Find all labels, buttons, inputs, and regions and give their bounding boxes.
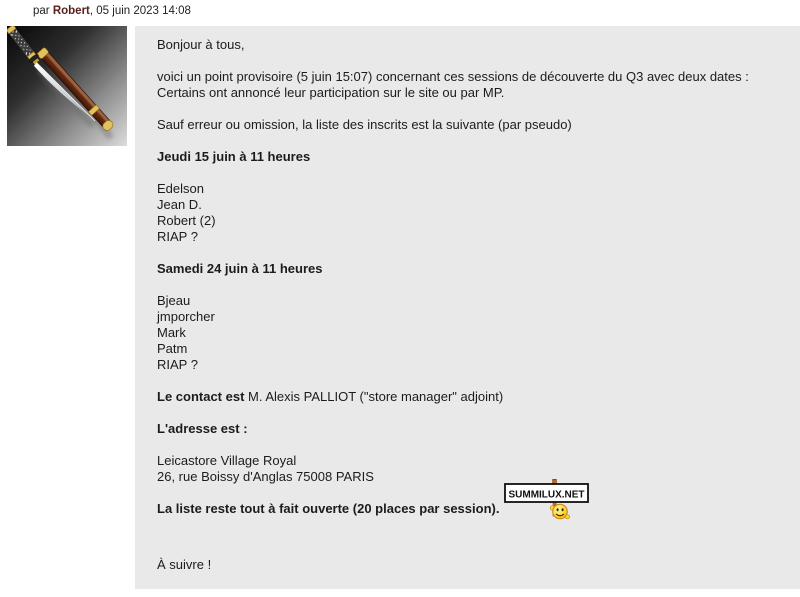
session2-title: Samedi 24 juin à 11 heures <box>157 261 323 276</box>
address-line-2: 26, rue Boissy d'Anglas 75008 PARIS <box>157 469 374 484</box>
attendee-name: Bjeau <box>157 293 191 308</box>
post-date: , 05 juin 2023 14:08 <box>89 5 191 17</box>
avatar[interactable] <box>7 26 127 146</box>
attendee-name: RIAP ? <box>157 357 198 372</box>
watermark-smiley <box>497 478 592 520</box>
contact-line <box>157 389 790 405</box>
attendee-name: Jean D. <box>157 197 202 212</box>
open-note-line <box>157 488 790 517</box>
address-label: L'adresse est : <box>157 421 248 436</box>
attendee-name: jmporcher <box>157 309 215 324</box>
post-body <box>0 26 800 589</box>
contact-label: Le contact est <box>157 389 245 404</box>
attendee-name: Mark <box>157 325 186 340</box>
forum-post <box>0 4 800 589</box>
intro-line-1: voici un point provisoire (5 juin 15:07) concernant ces sessions de découverte du Q3 avec deux dates : <box>157 69 749 84</box>
intro-line-2: Certains ont annoncé leur participation sur le site ou par MP. <box>157 85 505 100</box>
session2-attendees <box>157 293 790 373</box>
watermark-text: SUMMILUX.NET <box>508 488 586 501</box>
post-author-link[interactable]: Robert <box>52 5 90 17</box>
attendee-name: Robert (2) <box>157 213 216 228</box>
intro-paragraph <box>157 69 790 101</box>
attendee-name: Patm <box>157 341 188 356</box>
closing-text: À suivre ! <box>157 557 212 572</box>
open-note-text: La liste reste tout à fait ouverte (20 places par session). <box>157 501 500 516</box>
katana-sword-icon <box>7 26 127 146</box>
contact-value: M. Alexis PALLIOT ("store manager" adjoint) <box>244 389 504 404</box>
smiley-sign-icon <box>497 478 592 520</box>
greeting-text: Bonjour à tous, <box>157 37 245 52</box>
list-note-text: Sauf erreur ou omission, la liste des inscrits est la suivante (par pseudo) <box>157 117 572 132</box>
address-block <box>157 453 790 485</box>
attendee-name: RIAP ? <box>157 229 198 244</box>
session1-attendees <box>157 181 790 245</box>
post-header <box>33 4 800 19</box>
address-line-1: Leicastore Village Royal <box>157 453 297 468</box>
post-content <box>135 26 800 589</box>
attendee-name: Edelson <box>157 181 204 196</box>
post-author-prefix: par <box>33 5 50 17</box>
session1-title: Jeudi 15 juin à 11 heures <box>157 149 311 164</box>
